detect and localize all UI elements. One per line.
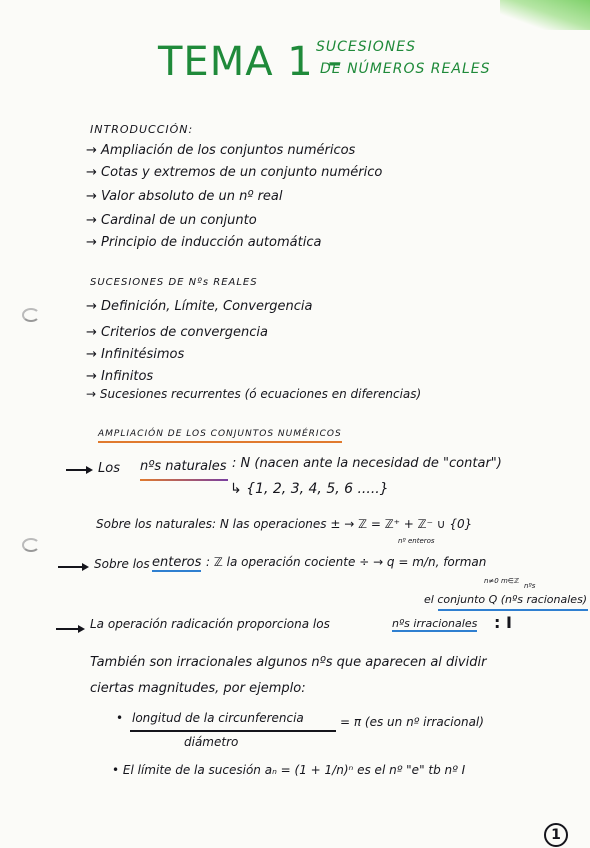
- intro-heading: INTRODUCCIÓN:: [90, 123, 194, 136]
- arrow-head: [82, 563, 89, 571]
- arrow: [56, 628, 80, 630]
- arrow: [58, 566, 84, 568]
- radicacion-prefix: La operación radicación proporciona los: [90, 617, 330, 631]
- naturales-label: nºs naturales: [140, 459, 227, 474]
- intro-item: → Cardinal de un conjunto: [86, 213, 257, 228]
- bullet1-numerator: longitud de la circunferencia: [132, 711, 304, 725]
- intro-item: → Valor absoluto de un nº real: [86, 189, 283, 204]
- binder-hole: [22, 538, 40, 552]
- bullet1-denominator: diámetro: [184, 735, 239, 749]
- title-main: TEMA 1 -: [158, 39, 343, 85]
- green-tab-corner: [500, 0, 590, 30]
- arrow: [66, 469, 88, 471]
- arrow-head: [86, 466, 93, 474]
- fraction-bar: [130, 730, 336, 732]
- sobre-enteros-prefix: Sobre los: [94, 557, 150, 571]
- sucesiones-item: → Sucesiones recurrentes (ó ecuaciones en diferencias): [86, 387, 422, 401]
- sucesiones-item: → Definición, Límite, Convergencia: [86, 299, 313, 314]
- racionales-line: el conjunto Q (nºs racionales): [424, 593, 588, 606]
- ampliacion-heading: AMPLIACIÓN DE LOS CONJUNTOS NUMÉRICOS: [98, 430, 342, 443]
- bullet1-result: = π (es un nº irracional): [340, 715, 484, 729]
- naturales-underline: [140, 479, 228, 481]
- radicacion-label: nºs irracionales: [392, 617, 478, 630]
- naturales-text: : N (nacen ante la necesidad de "contar"): [232, 456, 502, 471]
- bullet2: • El límite de la sucesión aₙ = (1 + 1/n)ⁿ es el nº "e" tb nº I: [112, 763, 466, 777]
- tambien-line2: ciertas magnitudes, por ejemplo:: [90, 681, 306, 696]
- arrow-head: [78, 625, 85, 633]
- sucesiones-item: → Criterios de convergencia: [86, 325, 268, 340]
- bullet-dot: •: [116, 711, 124, 725]
- intro-item: → Ampliación de los conjuntos numéricos: [86, 143, 356, 158]
- naturales-prefix: Los: [98, 461, 120, 476]
- enteros-note: nº enteros: [398, 537, 435, 545]
- radicacion-symbol: : I: [494, 613, 512, 632]
- title-sub-line2: DE NÚMEROS REALES: [320, 61, 491, 77]
- racionales-underline: [438, 609, 588, 611]
- racionales-exp: nºs: [524, 582, 536, 590]
- naturales-set: ↳ {1, 2, 3, 4, 5, 6 .....}: [230, 481, 389, 497]
- enteros-frac-note: n≠0 m∈ℤ: [484, 577, 520, 585]
- tambien-line1: También son irracionales algunos nºs que aparecen al dividir: [90, 655, 487, 670]
- sobre-naturales: Sobre los naturales: N las operaciones ± → ℤ = ℤ⁺ + ℤ⁻ ∪ {0}: [96, 517, 473, 531]
- sobre-enteros-text: : ℤ la operación cociente ÷ → q = m/n, forman: [206, 555, 487, 569]
- binder-hole: [22, 308, 40, 322]
- sobre-enteros-label: enteros: [152, 555, 202, 570]
- title-sub-line1: SUCESIONES: [316, 39, 416, 55]
- sucesiones-heading: SUCESIONES DE Nºs REALES: [90, 277, 258, 288]
- page-number: 1: [544, 823, 568, 847]
- sucesiones-item: → Infinitos: [86, 369, 154, 384]
- intro-item: → Principio de inducción automática: [86, 235, 322, 250]
- intro-item: → Cotas y extremos de un conjunto numérico: [86, 165, 383, 180]
- sucesiones-item: → Infinitésimos: [86, 347, 185, 362]
